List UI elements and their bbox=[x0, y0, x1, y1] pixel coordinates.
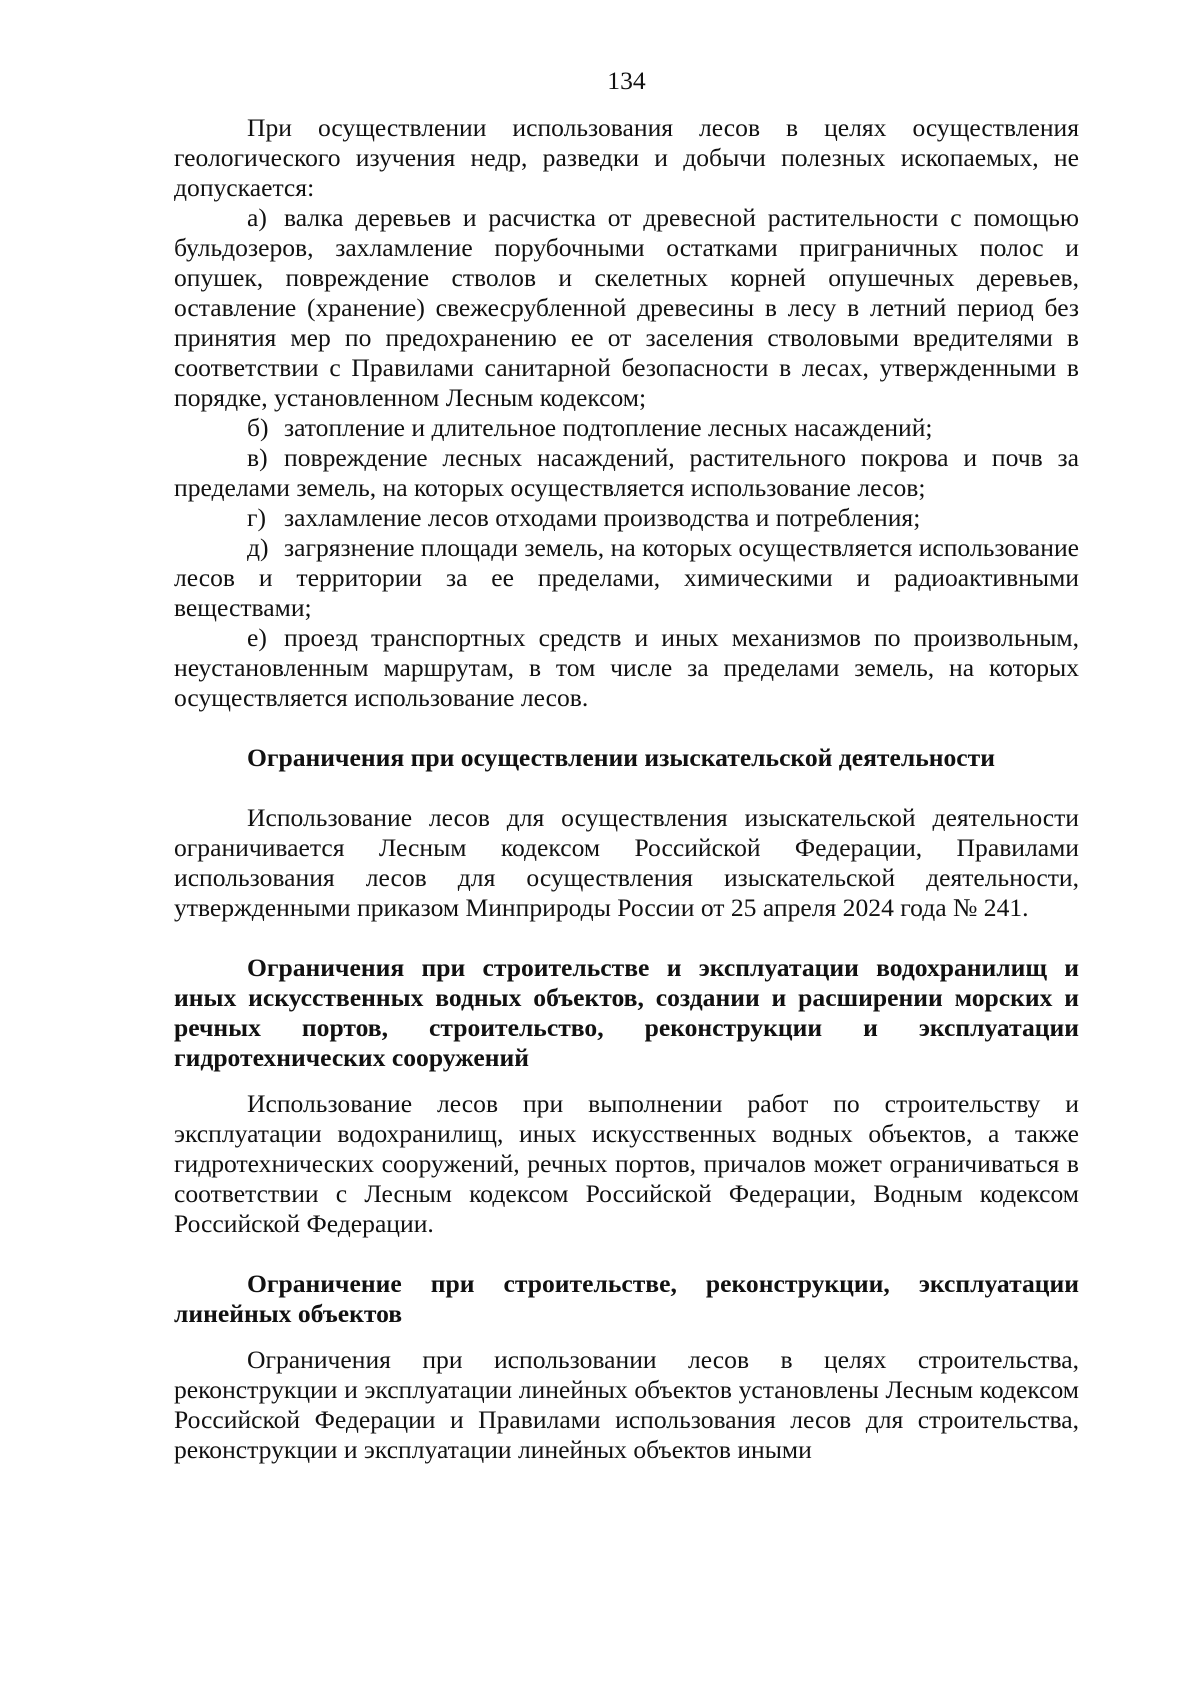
section-heading-linear-objects: Ограничение при строительстве, реконструкции, эксплуатации линейных объектов bbox=[174, 1269, 1079, 1328]
list-marker: е) bbox=[247, 623, 267, 652]
section-heading-reservoirs: Ограничения при строительстве и эксплуатации водохранилищ и иных искусственных водных объектов, создании и расширении морских и речных портов, строительство, реконструкции и эксплуатации гидротехнических сооружений bbox=[174, 953, 1079, 1072]
list-item-text: затопление и длительное подтопление лесных насаждений; bbox=[284, 413, 933, 442]
section-body-survey: Использование лесов для осуществления изыскательской деятельности ограничивается Лесным кодексом Российской Федерации, Правилами использования лесов для осуществления изыскательской деятельности, утвержденными приказом Минприроды России от 25 апреля 2024 года № 241. bbox=[174, 803, 1079, 922]
list-item-text: проезд транспортных средств и иных механизмов по произвольным, неустановленным маршрутам, в том числе за пределами земель, на которых осуществляется использование лесов. bbox=[174, 623, 1079, 712]
section-heading-survey: Ограничения при осуществлении изыскательской деятельности bbox=[247, 743, 995, 772]
list-item-e bbox=[174, 623, 1079, 713]
list-marker: б) bbox=[247, 413, 269, 442]
list-marker: г) bbox=[247, 503, 267, 532]
page-number: 134 bbox=[607, 66, 646, 95]
list-marker: а) bbox=[247, 203, 267, 232]
intro-paragraph: При осуществлении использования лесов в целях осуществления геологического изучения недр, разведки и добычи полезных ископаемых, не допускается: bbox=[174, 113, 1079, 202]
list-item-v bbox=[174, 443, 1079, 503]
list-marker: д) bbox=[247, 533, 269, 562]
list-item-a bbox=[174, 203, 1079, 413]
list-item-b bbox=[174, 413, 1079, 443]
list-item-text: валка деревьев и расчистка от древесной растительности с помощью бульдозеров, захламление порубочными остатками приграничных полос и опушек, повреждение стволов и скелетных корней опушечных деревьев, оставление (хранение) свежесрубленной древесины в лесу в летний период без принятия мер по предохранению ее от заселения стволовыми вредителями в соответствии с Правилами санитарной безопасности в лесах, утвержденными в порядке, установленном Лесным кодексом; bbox=[174, 203, 1079, 412]
list-marker: в) bbox=[247, 443, 268, 472]
list-item-d bbox=[174, 533, 1079, 623]
list-item-text: загрязнение площади земель, на которых осуществляется использование лесов и территории за ее пределами, химическими и радиоактивными веществами; bbox=[174, 533, 1079, 622]
section-body-reservoirs: Использование лесов при выполнении работ по строительству и эксплуатации водохранилищ, иных искусственных водных объектов, а также гидротехнических сооружений, речных портов, причалов может ограничиваться в соответствии с Лесным кодексом Российской Федерации, Водным кодексом Российской Федерации. bbox=[174, 1089, 1079, 1238]
list-item-text: повреждение лесных насаждений, растительного покрова и почв за пределами земель, на которых осуществляется использование лесов; bbox=[174, 443, 1079, 502]
list-item-g bbox=[174, 503, 1079, 533]
section-body-linear-objects: Ограничения при использовании лесов в целях строительства, реконструкции и эксплуатации линейных объектов установлены Лесным кодексом Российской Федерации и Правилами использования лесов для строительства, реконструкции и эксплуатации линейных объектов иными bbox=[174, 1345, 1079, 1464]
list-item-text: захламление лесов отходами производства и потребления; bbox=[284, 503, 921, 532]
